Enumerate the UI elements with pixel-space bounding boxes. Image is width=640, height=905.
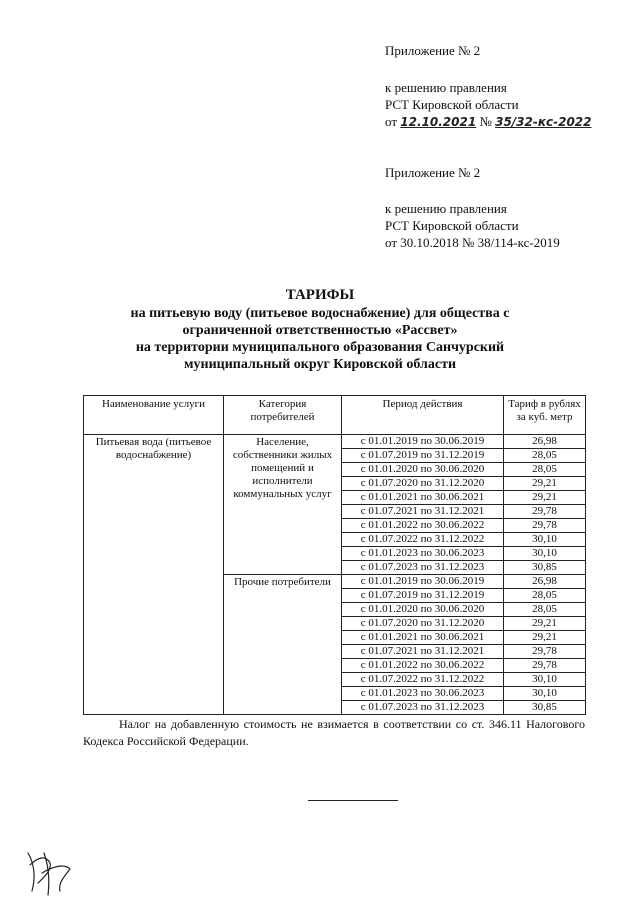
- vat-note: [83, 716, 585, 750]
- rate-cell: 29,78: [504, 519, 586, 533]
- rate-cell: 29,21: [504, 477, 586, 491]
- header-period: Период действия: [342, 396, 504, 435]
- rate-cell: 28,05: [504, 463, 586, 477]
- period-cell: с 01.07.2023 по 31.12.2023: [342, 701, 504, 715]
- period-cell: с 01.01.2020 по 30.06.2020: [342, 463, 504, 477]
- rate-cell: 30,85: [504, 701, 586, 715]
- rate-cell: 29,21: [504, 491, 586, 505]
- period-cell: с 01.07.2020 по 31.12.2020: [342, 617, 504, 631]
- period-cell: с 01.01.2022 по 30.06.2022: [342, 519, 504, 533]
- appendix-current-line1: к решению правления: [385, 80, 507, 95]
- rate-cell: 30,10: [504, 673, 586, 687]
- period-cell: с 01.07.2021 по 31.12.2021: [342, 505, 504, 519]
- rate-cell: 28,05: [504, 589, 586, 603]
- appendix-previous-line1: к решению правления: [385, 201, 507, 216]
- rate-cell: 29,21: [504, 631, 586, 645]
- period-cell: с 01.07.2020 по 31.12.2020: [342, 477, 504, 491]
- period-cell: с 01.01.2021 по 30.06.2021: [342, 491, 504, 505]
- period-cell: с 01.01.2021 по 30.06.2021: [342, 631, 504, 645]
- period-cell: с 01.07.2019 по 31.12.2019: [342, 449, 504, 463]
- rate-cell: 28,05: [504, 449, 586, 463]
- number-prefix: №: [479, 114, 492, 129]
- period-cell: с 01.01.2023 по 30.06.2023: [342, 687, 504, 701]
- rate-cell: 29,78: [504, 505, 586, 519]
- rate-cell: 30,10: [504, 533, 586, 547]
- handwritten-date: 12.10.2021: [400, 115, 477, 129]
- appendix-current-line2: РСТ Кировской области: [385, 97, 519, 112]
- category-cell: Прочие потребители: [224, 575, 342, 715]
- handwritten-number: 35/32-кс-2022: [495, 115, 592, 129]
- appendix-current-title: Приложение № 2: [385, 43, 481, 58]
- period-cell: с 01.01.2019 по 30.06.2019: [342, 575, 504, 589]
- header-service: Наименование услуги: [84, 396, 224, 435]
- doc-subtitle-line1: на питьевую воду (питьевое водоснабжение) для общества с: [130, 306, 510, 321]
- period-cell: с 01.01.2023 по 30.06.2023: [342, 547, 504, 561]
- period-cell: с 01.07.2023 по 31.12.2023: [342, 561, 504, 575]
- header-rate: Тариф в рублях за куб. метр: [504, 396, 586, 435]
- period-cell: с 01.07.2022 по 31.12.2022: [342, 673, 504, 687]
- tariff-table: [83, 395, 586, 715]
- period-cell: с 01.07.2022 по 31.12.2022: [342, 533, 504, 547]
- vat-note-text: Налог на добавленную стоимость не взимается в соответствии со ст. 346.11 Налогового Кодекса Российской Федерации.: [83, 717, 585, 748]
- closing-divider: [308, 800, 398, 801]
- rate-cell: 26,98: [504, 435, 586, 449]
- category-cell: Население, собственники жилых помещений и исполнители коммунальных услуг: [224, 435, 342, 575]
- period-cell: с 01.01.2020 по 30.06.2020: [342, 603, 504, 617]
- handwritten-signature-icon: [20, 843, 80, 898]
- rate-cell: 26,98: [504, 575, 586, 589]
- doc-subtitle-line4: муниципальный округ Кировской области: [183, 357, 457, 372]
- appendix-previous-line3: от 30.10.2018 № 38/114-кс-2019: [385, 235, 560, 250]
- rate-cell: 29,78: [504, 645, 586, 659]
- doc-title: ТАРИФЫ: [285, 287, 355, 303]
- period-cell: с 01.01.2019 по 30.06.2019: [342, 435, 504, 449]
- header-category: Категория потребителей: [224, 396, 342, 435]
- rate-cell: 29,78: [504, 659, 586, 673]
- period-cell: с 01.01.2022 по 30.06.2022: [342, 659, 504, 673]
- appendix-previous-title: Приложение № 2: [385, 165, 481, 180]
- appendix-previous-line2: РСТ Кировской области: [385, 218, 519, 233]
- rate-cell: 30,85: [504, 561, 586, 575]
- appendix-current-line3: [385, 113, 592, 131]
- rate-cell: 29,21: [504, 617, 586, 631]
- from-prefix: от: [385, 114, 398, 129]
- period-cell: с 01.07.2019 по 31.12.2019: [342, 589, 504, 603]
- rate-cell: 28,05: [504, 603, 586, 617]
- table-header-row: [84, 396, 586, 435]
- table-row: [84, 435, 586, 449]
- service-cell: Питьевая вода (питьевое водоснабжение): [84, 435, 224, 715]
- period-cell: с 01.07.2021 по 31.12.2021: [342, 645, 504, 659]
- doc-subtitle-line3: на территории муниципального образования Санчурский: [135, 340, 505, 355]
- rate-cell: 30,10: [504, 687, 586, 701]
- rate-cell: 30,10: [504, 547, 586, 561]
- doc-subtitle-line2: ограниченной ответственностью «Рассвет»: [182, 323, 458, 338]
